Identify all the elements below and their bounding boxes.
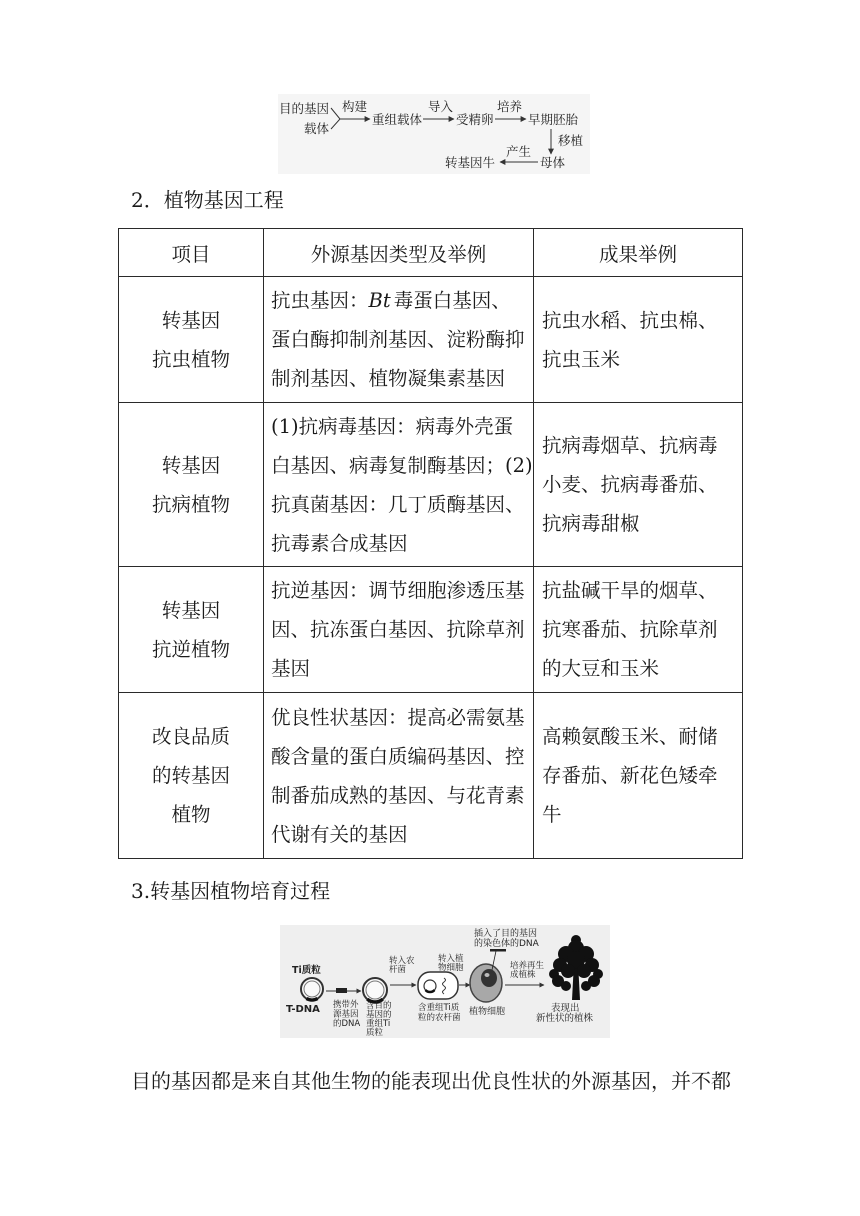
genes-line: 抗逆基因：调节细胞渗透压基	[271, 579, 525, 602]
header-results: 成果举例	[534, 229, 743, 277]
genes-line: 代谢有关的基因	[271, 822, 408, 846]
genes-line: 蛋白酶抑制剂基因、淀粉酶抑	[271, 328, 525, 351]
header-genes: 外源基因类型及举例	[264, 229, 534, 277]
new-plant-label: 新性状的植株	[536, 1013, 594, 1024]
results-line: 抗病毒甜椒	[542, 512, 640, 535]
to-agrobacterium-label: 转入农	[389, 956, 415, 966]
foreign-dna-label: 的DNA	[333, 1019, 361, 1029]
header-item: 项目	[119, 229, 264, 277]
genes-line: 酸含量的蛋白质编码基因、控	[271, 744, 525, 768]
genes-cell	[264, 567, 534, 693]
recombinant-plasmid-icon	[363, 978, 387, 1002]
results-line: 抗虫玉米	[542, 347, 621, 371]
inserted-dna-label: 插入了目的基因	[474, 929, 538, 939]
genes-line: 制剂基因、植物凝集素基因	[271, 367, 506, 390]
to-agrobacterium-label: 杆菌	[389, 965, 407, 975]
results-cell	[534, 693, 743, 859]
genes-text: 毒蛋白基因、	[393, 289, 511, 312]
early-embryo-label: 早期胚胎	[528, 112, 579, 127]
genes-line	[271, 281, 531, 320]
inserted-dna-marker	[490, 949, 506, 952]
results-line: 抗寒番茄、抗除草剂	[542, 618, 718, 641]
genes-line: 基因	[271, 657, 311, 680]
construct-label: 构建	[342, 99, 368, 114]
produce-label: 产生	[506, 144, 532, 159]
item-cell	[119, 403, 264, 567]
genes-line: 制番茄成熟的基因、与花青素	[271, 783, 525, 807]
foreign-dna-label: 携带外	[333, 1000, 359, 1010]
genes-cell	[264, 277, 534, 403]
genes-line: 优良性状基因：提高必需氨基	[271, 705, 525, 729]
results-line: 小麦、抗病毒番茄、	[542, 473, 718, 496]
vector-label: 载体	[304, 121, 330, 136]
table-header-row	[119, 229, 743, 277]
target-gene-label: 目的基因	[279, 101, 330, 116]
section-heading: 2．植物基因工程	[131, 188, 284, 212]
culture-label: 培养	[497, 99, 523, 114]
results-line: 存番茄、新花色矮牵	[542, 764, 718, 787]
genes-line: (1)抗病毒基因：病毒外壳蛋	[271, 414, 514, 438]
genes-line: 抗真菌基因：几丁质酶基因、	[271, 492, 525, 516]
recombinant-ti-label: 基因的	[366, 1010, 392, 1020]
results-line: 牛	[542, 803, 562, 826]
item-line: 抗病植物	[151, 492, 230, 516]
results-line: 抗病毒烟草、抗病毒	[542, 434, 718, 457]
genes-line: 白基因、病毒复制酶基因；(2)	[271, 453, 533, 477]
table-row	[119, 403, 743, 567]
item-line: 转基因	[161, 308, 221, 332]
item-cell	[119, 277, 264, 403]
agrobacterium-label: 含重组Ti质	[418, 1003, 460, 1013]
transplant-label: 移植	[558, 133, 584, 148]
item-line: 转基因	[161, 598, 221, 622]
results-cell	[534, 277, 743, 403]
to-plant-cell-label: 物细胞	[438, 963, 464, 973]
results-line: 抗虫水稻、抗虫棉、	[542, 308, 718, 332]
plant-engineering-table	[118, 228, 743, 859]
regenerate-label: 成植株	[510, 970, 536, 980]
item-line: 改良品质	[151, 725, 230, 748]
results-line: 的大豆和玉米	[542, 657, 660, 680]
genes-cell	[264, 693, 534, 859]
mother-label: 母体	[540, 155, 566, 170]
plant-flow-diagram	[276, 920, 616, 1040]
ti-plasmid-icon	[301, 978, 323, 1000]
inserted-dna-label: 的染色体的DNA	[474, 939, 539, 949]
item-line: 抗虫植物	[151, 347, 230, 371]
agrobacterium-icon	[418, 972, 458, 999]
results-cell	[534, 403, 743, 567]
bt-term: Bt	[368, 289, 391, 312]
fertilized-egg-label: 受精卵	[456, 112, 494, 127]
table-row	[119, 693, 743, 859]
item-line: 抗逆植物	[151, 637, 230, 661]
introduce-label: 导入	[428, 99, 454, 114]
genes-line: 抗毒素合成基因	[271, 531, 408, 555]
table-row	[119, 277, 743, 403]
new-plant-label: 表现出	[551, 1003, 580, 1014]
ti-plasmid-label: Ti质粒	[292, 965, 321, 976]
to-plant-cell-label: 转入植	[438, 954, 464, 964]
recombinant-ti-label: 含目的	[366, 1001, 392, 1011]
genes-text: 抗虫基因：	[271, 289, 369, 312]
transgenic-cattle-label: 转基因牛	[445, 155, 496, 170]
table-row	[119, 567, 743, 693]
item-line: 转基因	[161, 453, 221, 477]
animal-flow-diagram	[270, 88, 590, 178]
genes-line: 因、抗冻蛋白基因、抗除草剂	[271, 618, 525, 641]
genes-cell	[264, 403, 534, 567]
foreign-dna-icon	[336, 988, 347, 993]
recombinant-vector-label: 重组载体	[372, 112, 423, 127]
results-cell	[534, 567, 743, 693]
foreign-dna-label: 源基因	[333, 1009, 359, 1020]
recombinant-ti-label: 质粒	[366, 1028, 384, 1038]
item-line: 的转基因	[151, 764, 230, 787]
recombinant-ti-label: 重组Ti	[366, 1019, 391, 1029]
regenerate-label: 培养再生	[510, 961, 545, 971]
plant-cell-label: 植物细胞	[469, 1007, 506, 1017]
results-line: 高赖氨酸玉米、耐储	[542, 725, 718, 748]
agrobacterium-label: 粒的农杆菌	[418, 1013, 461, 1023]
plant-cell-icon	[470, 964, 502, 1002]
results-line: 抗盐碱干旱的烟草、	[542, 579, 718, 602]
item-cell	[119, 693, 264, 859]
item-line: 植物	[171, 803, 211, 826]
section-heading: 3.转基因植物培育过程	[131, 879, 331, 903]
body-paragraph: 目的基因都是来自其他生物的能表现出优良性状的外源基因，并不都	[131, 1069, 731, 1093]
t-dna-label: T-DNA	[286, 1004, 320, 1015]
item-cell	[119, 567, 264, 693]
